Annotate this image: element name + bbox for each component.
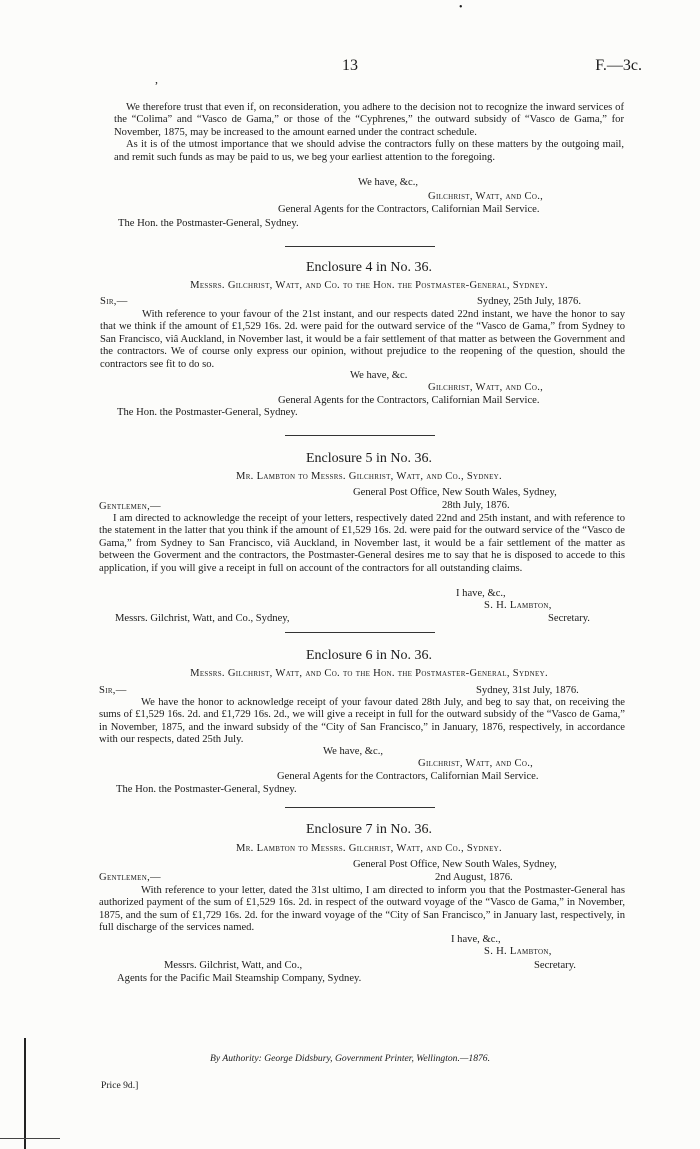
binding-margin-line-bottom: [0, 1138, 60, 1139]
enclosure-6-signer: Gilchrist, Watt, and Co.,: [418, 758, 534, 769]
stray-dot: •: [459, 2, 463, 13]
page-reference: F.—3c.: [595, 57, 642, 74]
enclosure-7-signer: S. H. Lambton,: [484, 946, 552, 957]
enclosure-7-from-to: Mr. Lambton to Messrs. Gilchrist, Watt, and Co., Sydney.: [235, 843, 502, 854]
enclosure-7-body: With reference to your letter, dated the 31st ultimo, I am directed to inform you that the Postmaster-General has authorized payment of the sum of £1,529 16s. 2d. in respect of the outward voyage of the “Vasco de Gama,” in November, 1875, and the sum of £1,729 16s. 2d. for the inward voyage of the “City of San Francisco,” in January last, respectively, in full discharge of the services named.: [99, 885, 625, 934]
enclosure-5-body: I am directed to acknowledge the receipt of your letters, respectively dated 22nd and 25th instant, and with reference to the statement in the latter that you think if the amount of £1,529 16s. 2d. were paid for the outward service of the “Vasco de Gama,” from Sydney to San Francisco, viâ Auckland, in November last, it would be a fair settlement of the matter as between the Goverment and the contractors, the Postmaster-General desires me to say that he is disposed to accede to this application, if you will give a receipt in full on account of the contractors for all outstanding claims.: [99, 513, 625, 574]
enclosure-6-from-to: Messrs. Gilchrist, Watt, and Co. to the Hon. the Postmaster-General, Sydney.: [190, 668, 548, 679]
divider-rule: [285, 632, 435, 633]
opening-addressee: The Hon. the Postmaster-General, Sydney.: [118, 218, 299, 229]
enclosure-4-signer: Gilchrist, Watt, and Co.,: [428, 382, 544, 393]
enclosure-7-date: 2nd August, 1876.: [435, 872, 513, 883]
divider-rule: [285, 435, 435, 436]
enclosure-4-we-have: We have, &c.: [350, 370, 408, 381]
enclosure-5-body-block: [99, 513, 625, 575]
enclosure-6-body-block: [99, 697, 625, 747]
enclosure-6-salutation: Sir,—: [99, 685, 127, 696]
enclosure-6-date: Sydney, 31st July, 1876.: [476, 685, 579, 696]
opening-letter: [114, 102, 624, 164]
enclosure-4-title: Enclosure 4 in No. 36.: [306, 260, 432, 275]
enclosure-7-i-have: I have, &c.,: [451, 934, 501, 945]
enclosure-6-addressee: The Hon. the Postmaster-General, Sydney.: [116, 784, 297, 795]
enclosure-5-date: 28th July, 1876.: [442, 500, 510, 511]
enclosure-6-we-have: We have, &c.,: [323, 746, 384, 757]
enclosure-4-addressee: The Hon. the Postmaster-General, Sydney.: [117, 407, 298, 418]
enclosure-7-addressee-line-2: Agents for the Pacific Mail Steamship Company, Sydney.: [117, 973, 362, 984]
binding-margin-line: [24, 1038, 26, 1149]
opening-paragraph-2: As it is of the utmost importance that we should advise the contractors fully on these matters by the outgoing mail, and remit such funds as may be paid to us, we beg your earliest attention to the foregoing.: [114, 139, 624, 163]
opening-we-have: We have, &c.,: [358, 177, 419, 188]
enclosure-4-signer-title: General Agents for the Contractors, Californian Mail Service.: [278, 395, 540, 406]
enclosure-6-signer-title: General Agents for the Contractors, Californian Mail Service.: [277, 771, 539, 782]
enclosure-4-body: With reference to your favour of the 21st instant, and our respects dated 22nd instant, we have the honor to say that we think if the amount of £1,529 16s. 2d. were paid for the outward service of the “Vasco de Gama,” from Sydney to San Francisco, viâ Auckland, in November last, it would be a fair settlement of that matter as between the Government and the contractors. We of course only express our opinion, without prejudice to the reopening of the question, should the contractors see fit to do so.: [100, 309, 625, 370]
enclosure-7-addressee-line-1: Messrs. Gilchrist, Watt, and Co.,: [164, 960, 303, 971]
price-label: Price 9d.]: [101, 1080, 139, 1091]
enclosure-7-office: General Post Office, New South Wales, Sydney,: [353, 859, 557, 870]
enclosure-4-body-block: [100, 309, 625, 371]
opening-signer-title: General Agents for the Contractors, Californian Mail Service.: [278, 204, 540, 215]
enclosure-5-title: Enclosure 5 in No. 36.: [306, 451, 432, 466]
enclosure-5-salutation: Gentlemen,—: [99, 501, 161, 512]
enclosure-7-salutation: Gentlemen,—: [99, 872, 161, 883]
divider-rule: [285, 246, 435, 247]
enclosure-5-addressee: Messrs. Gilchrist, Watt, and Co., Sydney,: [115, 613, 290, 624]
enclosure-4-salutation: Sir,—: [100, 296, 128, 307]
page-number: 13: [342, 57, 358, 74]
enclosure-5-office: General Post Office, New South Wales, Sydney,: [353, 487, 557, 498]
enclosure-5-i-have: I have, &c.,: [456, 588, 506, 599]
printer-authority: By Authority: George Didsbury, Government Printer, Wellington.—1876.: [210, 1053, 490, 1064]
enclosure-7-signer-title: Secretary.: [534, 960, 576, 971]
enclosure-7-body-block: [99, 885, 625, 935]
enclosure-7-title: Enclosure 7 in No. 36.: [306, 822, 432, 837]
stray-mark: ,: [155, 72, 158, 86]
divider-rule: [285, 807, 435, 808]
enclosure-5-from-to: Mr. Lambton to Messrs. Gilchrist, Watt, and Co., Sydney.: [235, 471, 502, 482]
opening-paragraph-1: We therefore trust that even if, on reconsideration, you adhere to the decision not to recognize the inward services of the “Colima” and “Vasco de Gama,” or those of the “Cyphrenes,” the outward subsidy of “Vasco de Gama,” for November, 1875, may be increased to the amount earned under the contract schedule.: [114, 102, 624, 138]
enclosure-4-date: Sydney, 25th July, 1876.: [477, 296, 581, 307]
enclosure-6-title: Enclosure 6 in No. 36.: [306, 648, 432, 663]
enclosure-4-from-to: Messrs. Gilchrist, Watt, and Co. to the Hon. the Postmaster-General, Sydney.: [190, 280, 548, 291]
enclosure-5-signer: S. H. Lambton,: [484, 600, 552, 611]
enclosure-6-body: We have the honor to acknowledge receipt of your favour dated 28th July, and beg to say that, on receiving the sums of £1,529 16s. 2d. and £1,729 16s. 2d., we will give a receipt in full for the outward subsidy of the “Vasco de Gama,” in November, 1875, and the inward subsidy of the “City of San Francisco,” in January, 1876, respectively, in accordance with our respects, dated 25th July.: [99, 697, 625, 746]
opening-signer: Gilchrist, Watt, and Co.,: [428, 191, 544, 202]
enclosure-5-signer-title: Secretary.: [548, 613, 590, 624]
